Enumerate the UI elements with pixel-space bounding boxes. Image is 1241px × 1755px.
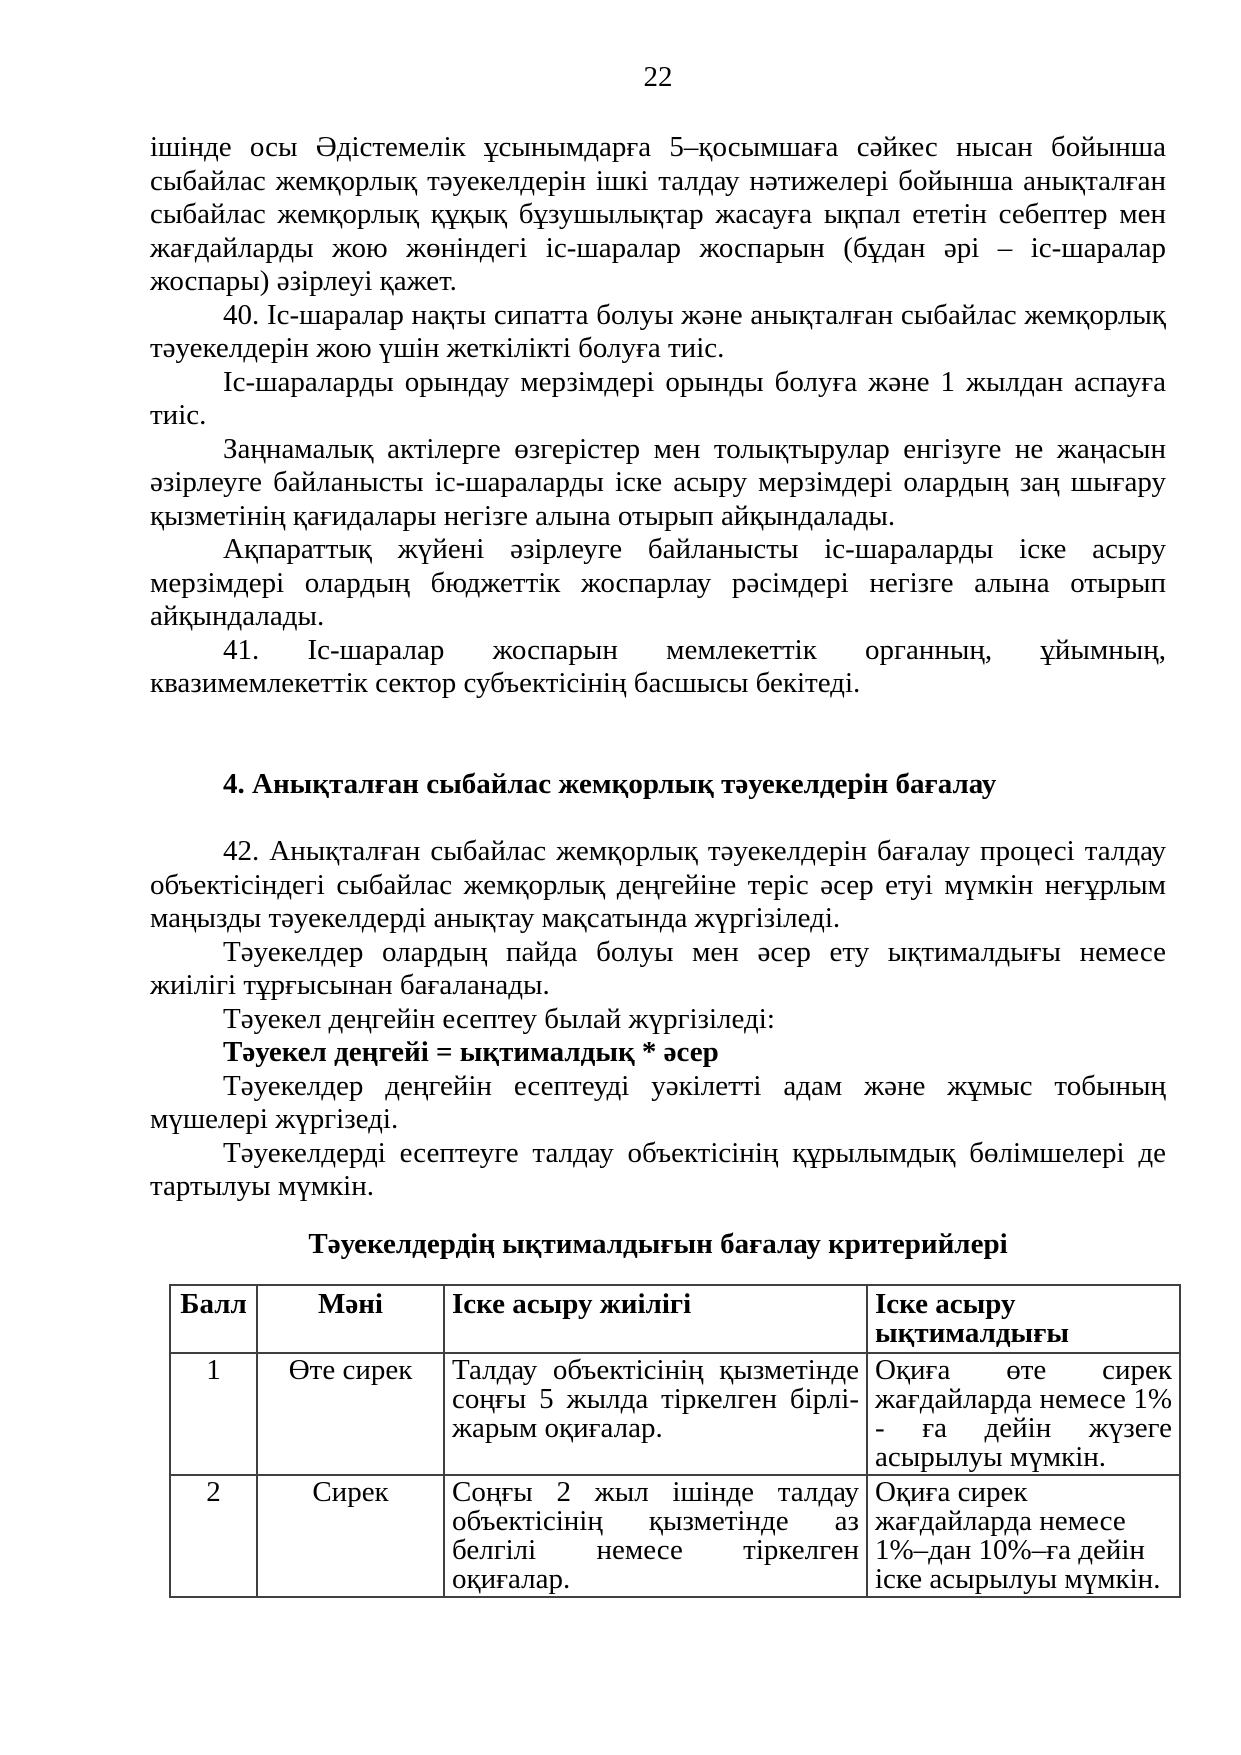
paragraph-structural-units: Тәуекелдерді есептеуге талдау объектісінің құрылымдық бөлімшелері де тартылуы мүмкін. [150,1136,1166,1202]
frequency-cell: Соңғы 2 жыл ішінде талдау объектісінің қызметінде аз белгілі немесе тіркелген оқиғалар. [444,1475,867,1597]
header-probability: Іске асыру ықтималдығы [867,1285,1180,1353]
paragraph-risk-calc-intro: Тәуекел деңгейін есептеу былай жүргізіледі: [223,1002,775,1035]
section-heading: 4. Анықталған сыбайлас жемқорлық тәуекелдерін бағалау [223,767,997,800]
paragraph-42: 42. Анықталған сыбайлас жемқорлық тәуекелдерін бағалау процесі талдау объектісіндегі сыбайлас жемқорлық деңгейіне теріс әсер етуі мүмкін неғұрлым маңызды тәуекелдерді анықтау мақсатында жүргізіледі. [150,835,1166,934]
page-number: 22 [643,61,673,93]
frequency-cell: Талдау объектісінің қызметінде соңғы 5 жылда тіркелген бірлі-жарым оқиғалар. [444,1353,867,1475]
table-title: Тәуекелдердің ықтималдығын бағалау критерийлері [308,1227,1008,1260]
risk-formula: Тәуекел деңгейі = ықтималдық * әсер [223,1036,719,1068]
criteria-table [169,1284,1181,1598]
header-frequency: Іске асыру жиілігі [444,1285,867,1353]
header-value: Мәні [257,1285,444,1353]
text-block [150,0,1172,1598]
paragraph-continuation: ішінде осы Әдістемелік ұсынымдарға 5–қосымшаға сәйкес нысан бойынша сыбайлас жемқорлық тәуекелдерін ішкі талдау нәтижелері бойынша анықталған сыбайлас жемқорлық құқық бұзушылықтар жасауға ықпал ететін себептер мен жағдайларды жою жөніндегі іс-шаралар жоспарын (бұдан әрі – іс-шаралар жоспары) әзірлеуі қажет. [150,131,1166,297]
paragraph-risk-calc-performers: Тәуекелдер деңгейін есептеуді уәкілетті адам және жұмыс тобының мүшелері жүргізеді. [150,1069,1166,1135]
paragraph-legislative-acts: Заңнамалық актілерге өзгерістер мен толықтырулар енгізуге не жаңасын әзірлеуге байланысты іс-шараларды іске асыру мерзімдері олардың заң шығару қызметінің қағидалары негізге алына отырып айқындалады. [150,432,1166,532]
score-cell: 1 [170,1353,257,1475]
paragraph-risk-basis: Тәуекелдер олардың пайда болуы мен әсер ету ықтималдығы немесе жиілігі тұрғысынан бағаланады. [150,935,1166,1001]
paragraph-41: 41. Іс-шаралар жоспарын мемлекеттік органның, ұйымның, квазимемлекеттік сектор субъектісінің басшысы бекітеді. [150,633,1166,699]
table-row [170,1353,1180,1475]
table-row [170,1475,1180,1597]
header-score: Балл [170,1285,257,1353]
paragraph-terms: Іс-шараларды орындау мерзімдері орынды болуға және 1 жылдан аспауға тиіс. [150,365,1166,431]
probability-cell: Оқиға сирек жағдайларда немесе 1%–дан 10%–ға дейін іске асырылуы мүмкін. [867,1475,1180,1597]
paragraph-40: 40. Іс-шаралар нақты сипатта болуы және анықталған сыбайлас жемқорлық тәуекелдерін жою үшін жеткілікті болуға тиіс. [150,298,1166,364]
table-header-row [170,1285,1180,1353]
paragraph-info-system: Ақпараттық жүйені әзірлеуге байланысты іс-шараларды іске асыру мерзімдері олардың бюджеттік жоспарлау рәсімдері негізге алына отырып айқындалады. [150,533,1166,632]
value-cell: Өте сирек [257,1353,444,1475]
probability-cell: Оқиға өте сирек жағдайларда немесе 1% - ға дейін жүзеге асырылуы мүмкін. [867,1353,1180,1475]
score-cell: 2 [170,1475,257,1597]
value-cell: Сирек [257,1475,444,1597]
